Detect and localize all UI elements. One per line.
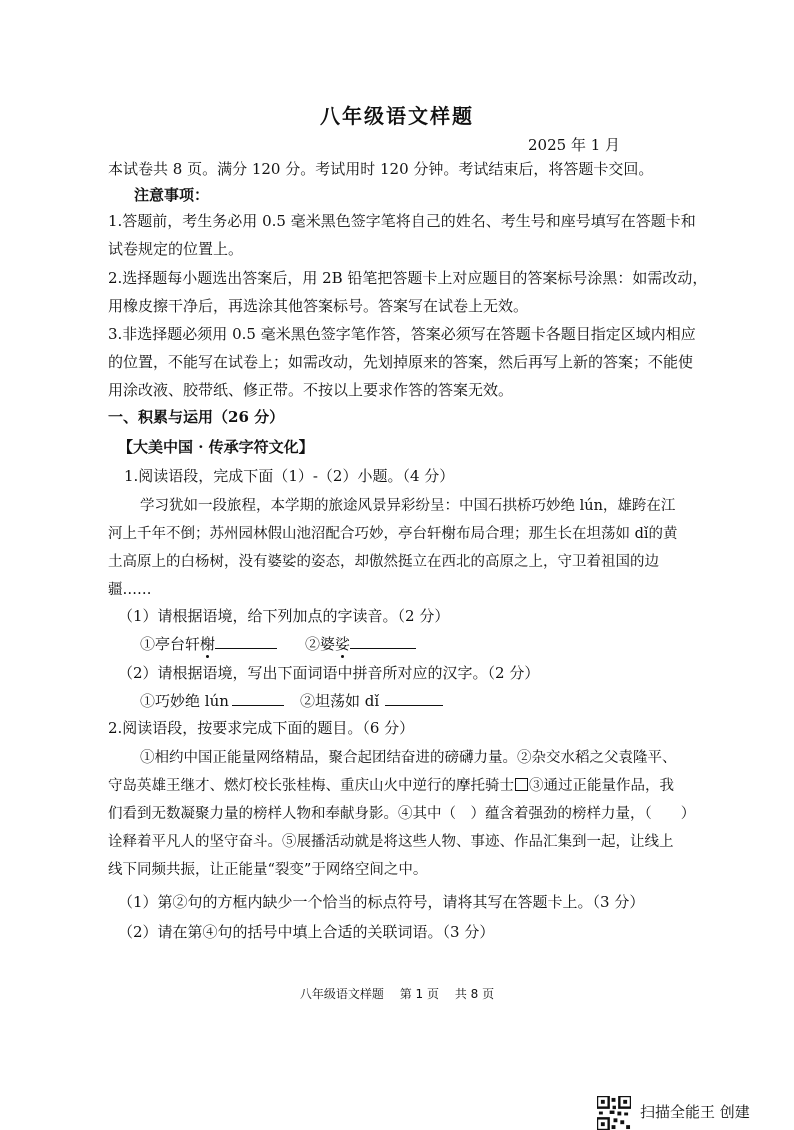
footer-page: 第 1 页 (399, 987, 439, 1001)
item-prefix: ①亭台轩 (140, 635, 201, 653)
passage-line: 土高原上的白杨树，没有婆娑的姿态，却傲然挺立在西北的高原之上，守卫着祖国的边 (108, 554, 659, 570)
question-1-sub1: （1）请根据语境，给下列加点的字读音。（2 分） (118, 607, 450, 625)
question-2-sub1: （1）第②句的方框内缺少一个恰当的标点符号，请将其写在答题卡上。（3 分） (118, 893, 645, 911)
item-prefix: ①巧妙绝 lún (140, 692, 229, 710)
exam-date: 2025 年 1 月 (528, 136, 621, 154)
passage-line: 线下同频共振，让正能量“裂变”于网络空间之中。 (108, 862, 428, 878)
question-1-stem: 1.阅读语段，完成下面（1）-（2）小题。（4 分） (124, 467, 455, 485)
note-line: 1.答题前，考生务必用 0.5 毫米黑色签字笔将自己的姓名、考生号和座号填写在答题卡和 (108, 212, 696, 230)
answer-blank (385, 691, 443, 706)
item-prefix: ②坦荡如 dǐ (300, 692, 380, 710)
page-footer (0, 985, 794, 1002)
passage-text: 守岛英雄王继才、燃灯校长张桂梅、重庆山火中逆行的摩托骑士 (108, 778, 514, 794)
page-title: 八年级语文样题 (320, 104, 474, 128)
passage-line: 河上千年不倒；苏州园林假山池沼配合巧妙，亭台轩榭布局合理；那生长在坦荡如 dǐ的黄 (108, 526, 678, 542)
footer-total: 共 8 页 (454, 987, 495, 1001)
passage-text: ③通过正能量作品，我 (529, 778, 674, 794)
answer-blank (215, 634, 277, 649)
passage-line: 们看到无数凝聚力量的榜样人物和奉献身影。④其中（ ）蕴含着强劲的榜样力量，（ ） (108, 806, 696, 822)
item-prefix: ②婆 (305, 635, 336, 653)
note-line: 3.非选择题必须用 0.5 毫米黑色签字笔作答，答案必须写在答题卡各题目指定区域内相应 (108, 325, 696, 343)
scanner-watermark: 扫描全能王 创建 (640, 1103, 750, 1121)
pronunciation-item-1 (140, 633, 277, 654)
dotted-character: 榭 (200, 635, 216, 653)
note-line: 用橡皮擦干净后，再选涂其他答案标号。答案写在试卷上无效。 (108, 297, 529, 315)
note-line: 用涂改液、胶带纸、修正带。不按以上要求作答的答案无效。 (108, 381, 514, 399)
note-line: 2.选择题每小题选出答案后，用 2B 铅笔把答题卡上对应题目的答案标号涂黑：如需改动， (108, 269, 708, 287)
punctuation-box (515, 778, 528, 791)
pinyin-item-2 (300, 690, 443, 711)
pinyin-item-1 (140, 690, 284, 711)
dotted-character: 娑 (335, 635, 351, 653)
pronunciation-item-2 (305, 633, 416, 654)
passage-line: ①相约中国正能量网络精品，聚合起团结奋进的磅礴力量。②杂交水稻之父袁隆平、 (140, 750, 677, 766)
answer-blank (232, 691, 284, 706)
footer-paper-name: 八年级语文样题 (299, 987, 384, 1001)
exam-intro: 本试卷共 8 页。满分 120 分。考试用时 120 分钟。考试结束后，将答题卡交回。 (108, 160, 654, 178)
answer-blank (350, 634, 416, 649)
question-2-sub2: （2）请在第④句的括号中填上合适的关联词语。（3 分） (118, 923, 495, 941)
passage-line: 疆…… (108, 582, 152, 598)
notice-heading: 注意事项： (134, 186, 210, 204)
passage-line (108, 774, 674, 795)
passage-line: 诠释着平凡人的坚守奋斗。⑤展播活动就是将这些人物、事迹、作品汇集到一起，让线上 (108, 834, 674, 850)
passage-line: 学习犹如一段旅程，本学期的旅途风景异彩纷呈：中国石拱桥巧妙绝 lún，雄跨在江 (140, 498, 676, 514)
question-2-stem: 2.阅读语段，按要求完成下面的题目。（6 分） (108, 719, 415, 737)
section-heading: 一、积累与运用（26 分） (108, 408, 285, 426)
section-subheading: 【大美中国 · 传承字符文化】 (118, 438, 314, 456)
note-line: 试卷规定的位置上。 (108, 240, 244, 258)
note-line: 的位置，不能写在试卷上；如需改动，先划掉原来的答案，然后再写上新的答案；不能使 (108, 353, 694, 371)
question-1-sub2: （2）请根据语境，写出下面词语中拼音所对应的汉字。（2 分） (118, 664, 540, 682)
